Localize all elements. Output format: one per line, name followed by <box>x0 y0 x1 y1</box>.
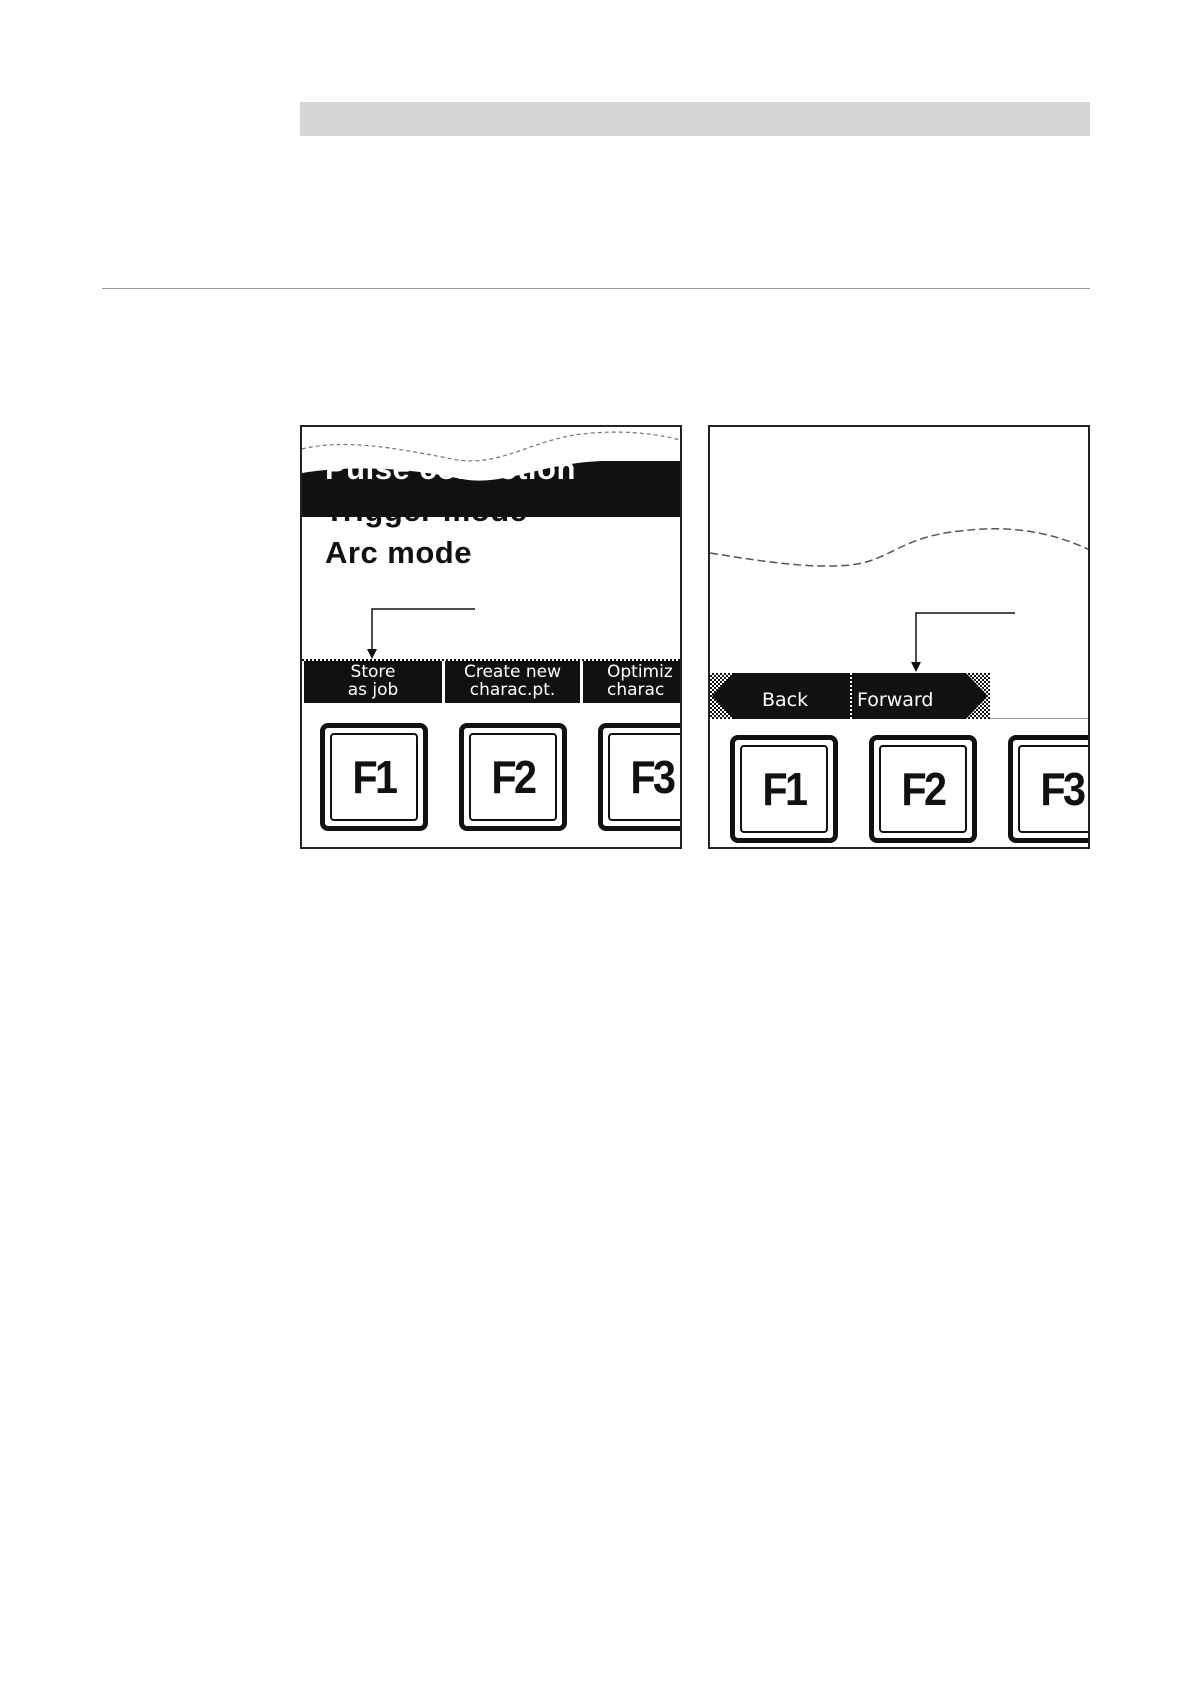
f2-key-label: F2 <box>901 763 945 815</box>
display-panel-navigation <box>708 425 1090 849</box>
f3-key-label: F3 <box>630 751 674 803</box>
f1-key[interactable] <box>730 735 838 843</box>
f3-key[interactable] <box>1008 735 1090 843</box>
menu-item-pulse-correction[interactable]: Pulse correction <box>325 451 576 486</box>
back-button[interactable]: Back <box>762 689 809 711</box>
header-band <box>300 102 1090 136</box>
menu-item-arc-mode[interactable]: Arc mode <box>325 535 472 570</box>
softkey-store-as-job[interactable] <box>304 661 442 703</box>
f1-key-label: F1 <box>762 763 806 815</box>
f3-key[interactable] <box>598 723 682 831</box>
section-divider <box>102 288 1090 289</box>
menu-item-trigger-mode[interactable]: Trigger mode <box>325 493 528 528</box>
f2-key-label: F2 <box>491 751 535 803</box>
f3-key-label: F3 <box>1040 763 1084 815</box>
f1-key[interactable] <box>320 723 428 831</box>
display-panel-menu <box>300 425 682 849</box>
softkey-optimize-label-line2: charac <box>607 680 665 700</box>
softkey-create-label-line2: charac.pt. <box>469 680 556 700</box>
f2-key[interactable] <box>459 723 567 831</box>
f1-key-label: F1 <box>352 751 396 803</box>
nav-bar-edge <box>990 718 1090 719</box>
softkey-create-new-charac-pt[interactable] <box>445 661 580 703</box>
softkey-store-label-line2: as job <box>347 680 399 700</box>
forward-button[interactable]: Forward <box>857 689 934 711</box>
softkey-optimize-charac[interactable] <box>583 661 682 703</box>
softkey-optimize-label-line1: Optimiz <box>607 662 673 682</box>
nav-buttons-shape <box>710 427 1090 727</box>
f2-key[interactable] <box>869 735 977 843</box>
callout-arrow <box>302 427 682 677</box>
softkey-create-label-line1: Create new <box>463 662 562 682</box>
softkey-store-label-line1: Store <box>350 662 396 682</box>
